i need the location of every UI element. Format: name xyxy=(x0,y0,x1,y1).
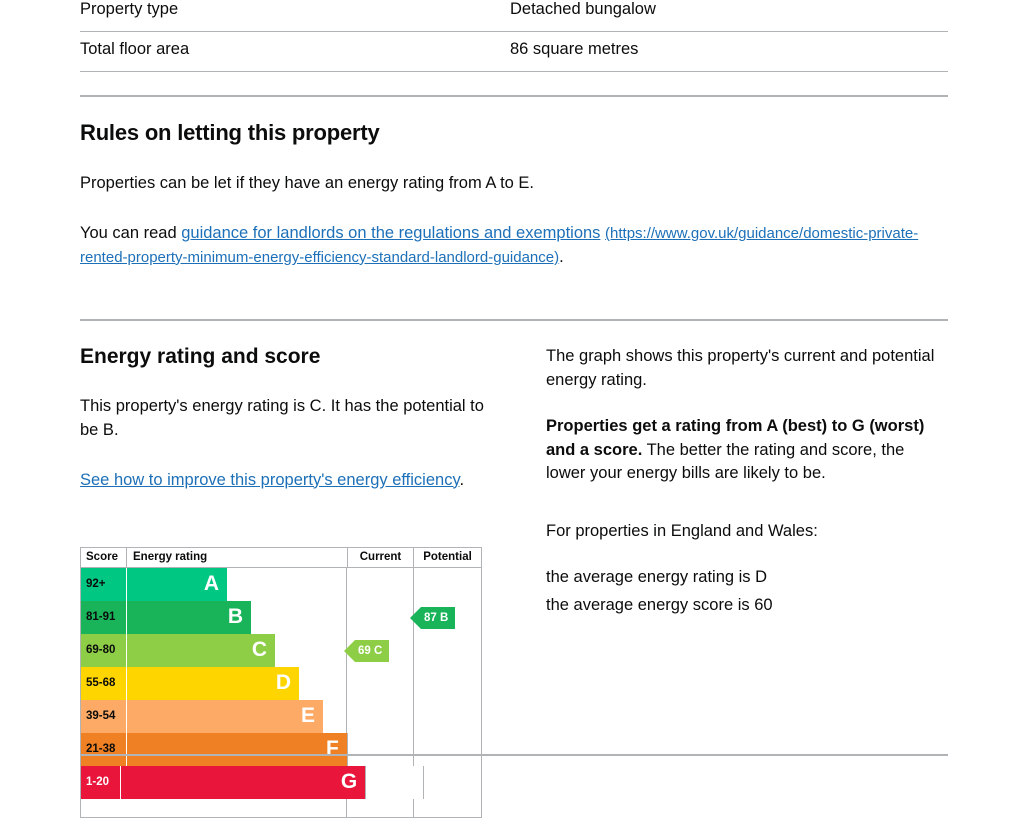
epc-band-letter: G xyxy=(121,766,365,799)
epc-potential-cell xyxy=(414,634,481,667)
epc-band-bar-cell xyxy=(127,601,346,634)
epc-band-row xyxy=(81,568,481,601)
epc-band-row xyxy=(81,766,481,799)
average-energy-rating: the average energy rating is D xyxy=(546,568,768,587)
rating-explanation-rest: The better the rating and score, the lower your energy bills are likely to be. xyxy=(546,440,905,483)
epc-graph-body xyxy=(81,568,481,817)
epc-band-bar-cell xyxy=(127,667,346,700)
epc-band-row xyxy=(81,634,481,667)
epc-band-bar-cell xyxy=(127,568,346,601)
epc-band-letter: B xyxy=(127,601,251,634)
epc-band-row xyxy=(81,601,481,634)
epc-header-rating: Energy rating xyxy=(127,548,348,567)
epc-potential-cell xyxy=(424,766,481,799)
epc-current-cell xyxy=(346,634,414,667)
improve-link-suffix: . xyxy=(459,470,465,489)
epc-graph-footer xyxy=(81,799,481,817)
epc-potential-cell xyxy=(414,601,481,634)
section-divider-2 xyxy=(80,319,948,321)
epc-band-letter: E xyxy=(127,700,323,733)
epc-band-row xyxy=(81,667,481,700)
property-type-label: Property type xyxy=(80,0,510,32)
epc-band-row xyxy=(81,700,481,733)
epc-band-letter: D xyxy=(127,667,299,700)
epc-graph-header xyxy=(81,548,481,568)
improve-efficiency-paragraph xyxy=(80,469,500,493)
epc-band-score: 92+ xyxy=(81,568,127,601)
epc-header-score: Score xyxy=(81,548,127,567)
table-row xyxy=(80,32,948,72)
total-floor-area-label: Total floor area xyxy=(80,32,510,72)
epc-current-cell xyxy=(346,601,414,634)
table-row xyxy=(80,0,948,32)
epc-band-score: 55-68 xyxy=(81,667,127,700)
guidance-suffix: . xyxy=(559,247,564,266)
epc-potential-cell xyxy=(414,568,481,601)
epc-current-cell xyxy=(347,733,415,766)
landlord-guidance-link[interactable]: guidance for landlords on the regulations and exemptions xyxy=(181,223,601,242)
property-type-value: Detached bungalow xyxy=(510,0,948,32)
epc-graph xyxy=(80,547,482,818)
energy-rating-summary: This property's energy rating is C. It has the potential to be B. xyxy=(80,396,484,439)
epc-band-score: 1-20 xyxy=(81,766,121,799)
letting-rules-paragraph: Properties can be let if they have an energy rating from A to E. xyxy=(80,174,535,192)
average-energy-score: the average energy score is 60 xyxy=(546,596,773,615)
epc-current-cell xyxy=(346,568,414,601)
epc-current-cell xyxy=(346,667,414,700)
current-rating-marker xyxy=(344,640,389,662)
epc-band-bar-cell xyxy=(127,634,346,667)
potential-rating-marker xyxy=(410,607,455,629)
epc-current-cell xyxy=(365,766,423,799)
epc-band-score: 39-54 xyxy=(81,700,127,733)
epc-band-bar-cell xyxy=(127,700,346,733)
property-summary-table xyxy=(80,0,948,72)
energy-rating-left-column xyxy=(80,344,500,794)
graph-intro-paragraph: The graph shows this property's current and potential energy rating. xyxy=(546,346,935,389)
landlord-guidance-paragraph xyxy=(80,222,948,270)
current-rating-label: 69 C xyxy=(355,640,389,662)
epc-current-cell xyxy=(346,700,414,733)
rating-explanation-bold: Properties get a rating from A (best) to G (worst) and a score. xyxy=(546,416,925,459)
guidance-prefix: You can read xyxy=(80,223,182,242)
epc-band-bar-cell xyxy=(127,733,347,766)
page-bottom-divider xyxy=(80,754,948,756)
region-line: For properties in England and Wales: xyxy=(546,522,818,541)
rating-explanation-paragraph xyxy=(546,415,948,487)
epc-potential-cell xyxy=(414,667,481,700)
epc-band-row xyxy=(81,733,481,766)
epc-header-potential: Potential xyxy=(423,550,472,563)
epc-potential-cell xyxy=(414,733,481,766)
epc-potential-cell xyxy=(414,700,481,733)
epc-header-current: Current xyxy=(348,548,414,567)
total-floor-area-value: 86 square metres xyxy=(510,32,948,72)
epc-band-score: 69-80 xyxy=(81,634,127,667)
epc-band-bar-cell xyxy=(121,766,365,799)
potential-rating-label: 87 B xyxy=(421,607,455,629)
epc-band-letter: F xyxy=(127,733,347,766)
epc-band-score: 81-91 xyxy=(81,601,127,634)
epc-band-score: 21-38 xyxy=(81,733,127,766)
document-content xyxy=(80,0,948,794)
energy-rating-right-column xyxy=(546,345,948,640)
energy-rating-heading: Energy rating and score xyxy=(80,344,321,368)
letting-rules-heading: Rules on letting this property xyxy=(80,120,380,145)
landlord-guidance-url[interactable]: (https://www.gov.uk/guidance/domestic-private-rented-property-minimum-energy-efficiency-standard-landlord-guidance) xyxy=(80,224,919,266)
epc-band-letter: A xyxy=(127,568,227,601)
epc-band-letter: C xyxy=(127,634,275,667)
improve-efficiency-link[interactable]: See how to improve this property's energy efficiency xyxy=(80,470,460,489)
section-divider xyxy=(80,95,948,97)
